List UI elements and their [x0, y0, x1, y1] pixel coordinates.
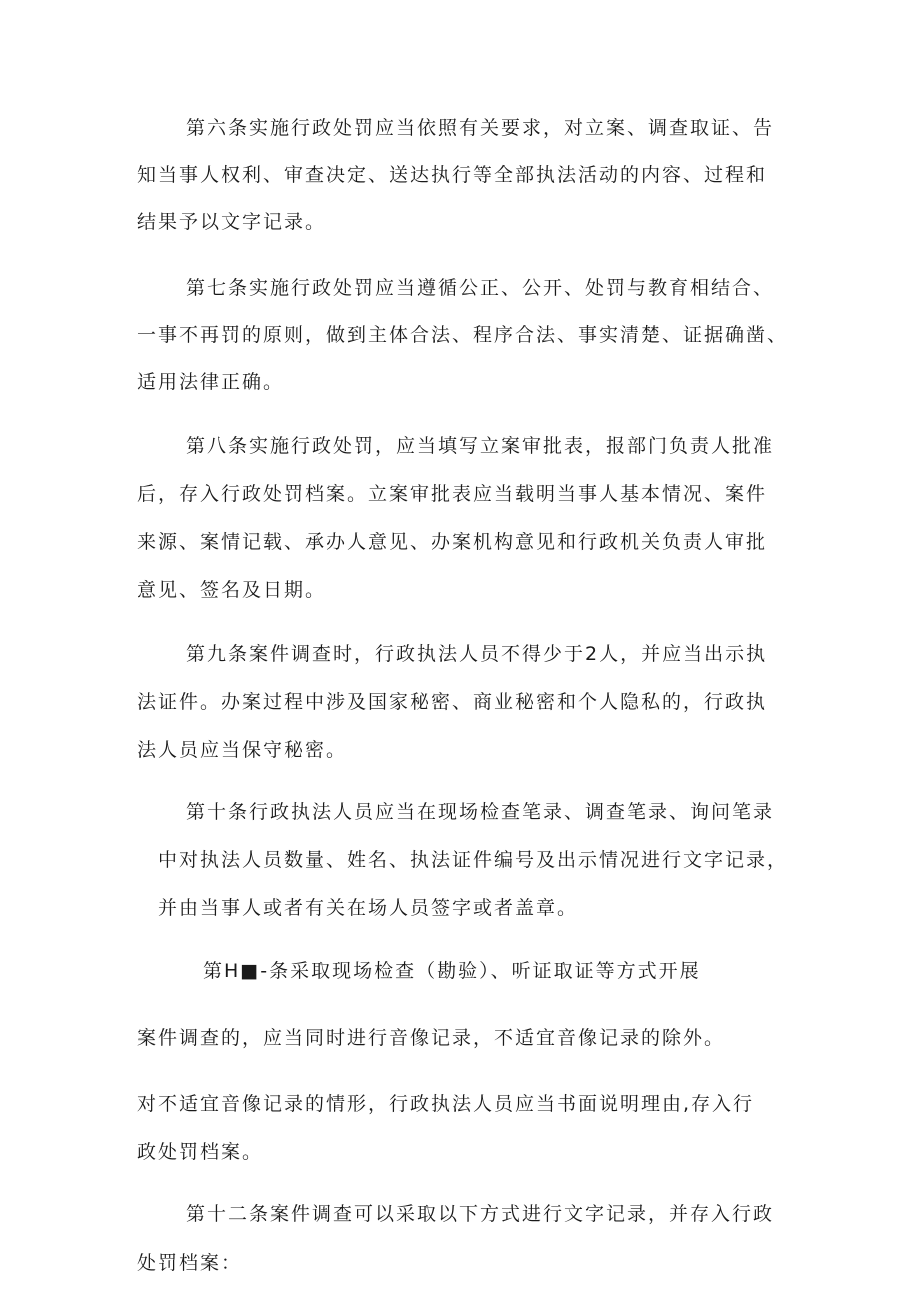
article-11-line-1: 第H■-条采取现场检查（勘验）、听证取证等方式开展 — [203, 960, 701, 982]
article-10-line-2: 中对执法人员数量、姓名、执法证件编号及出示情况进行文字记录， — [158, 849, 789, 871]
article-12-line-2: 处罚档案： — [137, 1252, 243, 1274]
article-6-line-2: 知当事人权利、审查决定、送达执行等全部执法活动的内容、过程和 — [137, 164, 768, 186]
article-6-line-1: 第六条实施行政处罚应当依照有关要求，对立案、调查取证、告 — [186, 117, 775, 139]
article-8-line-1: 第八条实施行政处罚，应当填写立案审批表，报部门负责人批准 — [186, 435, 775, 457]
article-6-line-3: 结果予以文字记录。 — [137, 211, 327, 233]
article-11-line-4: 政处罚档案。 — [137, 1141, 264, 1163]
article-9-line-1: 第九条案件调查时，行政执法人员不得少于2人，并应当出示执 — [186, 643, 768, 665]
article-11-line-3: 对不适宜音像记录的情形，行政执法人员应当书面说明理由,存入行 — [137, 1093, 755, 1115]
article-12-line-1: 第十二条案件调查可以采取以下方式进行文字记录，并存入行政 — [186, 1203, 775, 1225]
article-7-line-3: 适用法律正确。 — [137, 371, 285, 393]
article-10-line-3: 并由当事人或者有关在场人员签字或者盖章。 — [158, 897, 579, 919]
article-9-line-3: 法人员应当保守秘密。 — [137, 739, 348, 761]
article-7-line-2: 一事不再罚的原则，做到主体合法、程序合法、事实清楚、证据确凿、 — [137, 324, 789, 346]
article-8-line-2: 后，存入行政处罚档案。立案审批表应当载明当事人基本情况、案件 — [137, 483, 768, 505]
article-8-line-3: 来源、案情记载、承办人意见、办案机构意见和行政机关负责人审批 — [137, 531, 768, 553]
article-11-line-2: 案件调查的，应当同时进行音像记录，不适宜音像记录的除外。 — [137, 1027, 726, 1049]
article-9-line-2: 法证件。办案过程中涉及国家秘密、商业秘密和个人隐私的，行政执 — [137, 691, 768, 713]
article-7-line-1: 第七条实施行政处罚应当遵循公正、公开、处罚与教育相结合、 — [186, 277, 775, 299]
article-10-line-1: 第十条行政执法人员应当在现场检查笔录、调查笔录、询问笔录 — [186, 801, 775, 823]
article-8-line-4: 意见、签名及日期。 — [137, 579, 327, 601]
